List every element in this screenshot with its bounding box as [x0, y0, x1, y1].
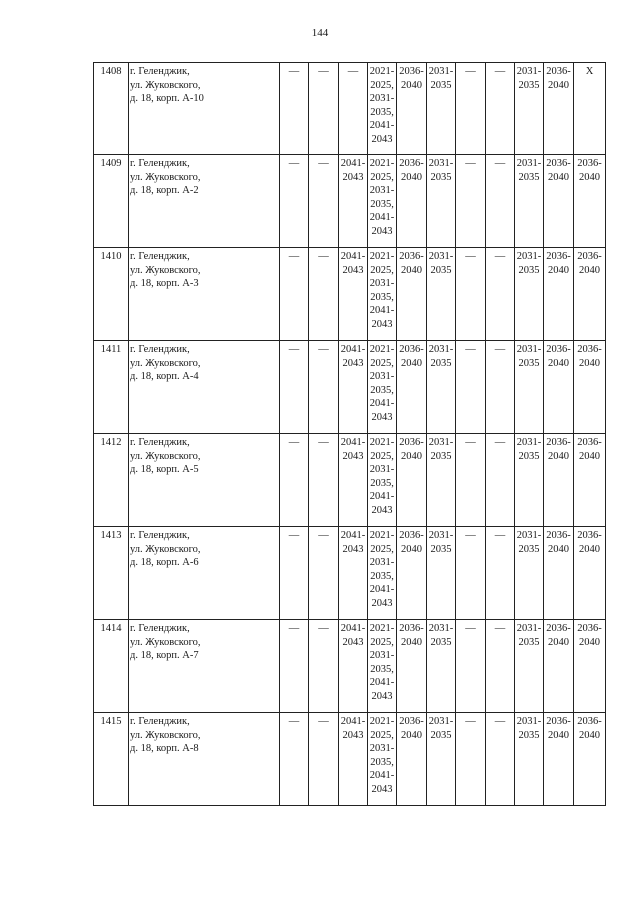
period-value: —: [465, 344, 476, 355]
period-value: 2041- 2043: [340, 251, 366, 276]
period-cell: [309, 620, 339, 713]
address-line: д. 18, корп. А-4: [130, 371, 199, 382]
period-cell: [486, 713, 515, 806]
period-cell: [339, 248, 368, 341]
period-value: —: [347, 66, 359, 77]
period-value: 2041- 2043: [340, 437, 366, 462]
address-line: ул. Жуковского,: [130, 636, 201, 648]
period-value: 2021- 2025, 2031- 2035, 2041- 2043: [369, 158, 395, 237]
period-cell: [339, 155, 368, 248]
period-value: —: [318, 437, 329, 448]
period-cell: [427, 341, 456, 434]
row-number-cell: 1415: [94, 713, 129, 806]
period-cell: [368, 63, 397, 155]
period-value: —: [288, 344, 300, 355]
period-value: 2031- 2035: [428, 66, 454, 91]
row-number-cell: 1414: [94, 620, 129, 713]
address-line: ул. Жуковского,: [130, 543, 201, 555]
period-cell: [574, 713, 606, 806]
period-value: 2036- 2040: [577, 623, 602, 648]
address-line: д. 18, корп. А-8: [130, 743, 199, 754]
period-value: —: [318, 158, 329, 169]
period-value: 2021- 2025, 2031- 2035, 2041- 2043: [369, 66, 395, 145]
address-line: г. Геленджик,: [130, 66, 190, 77]
row-number-cell: 1408: [94, 63, 129, 155]
address-line: г. Геленджик,: [130, 437, 190, 448]
period-cell: [574, 620, 606, 713]
period-cell: [339, 713, 368, 806]
period-cell: [397, 713, 427, 806]
period-cell: [544, 248, 574, 341]
period-value: 2021- 2025, 2031- 2035, 2041- 2043: [369, 530, 395, 609]
period-value: 2041- 2043: [340, 623, 366, 648]
period-value: 2036- 2040: [577, 530, 602, 555]
period-value: 2031- 2035: [516, 437, 542, 462]
period-value: —: [318, 251, 329, 262]
period-cell: [544, 155, 574, 248]
period-value: 2021- 2025, 2031- 2035, 2041- 2043: [369, 623, 395, 702]
period-value: 2036- 2040: [546, 66, 571, 91]
period-value: —: [318, 623, 329, 634]
period-cell: [280, 341, 309, 434]
period-cell: [309, 434, 339, 527]
period-cell: [427, 620, 456, 713]
period-value: —: [494, 158, 506, 169]
period-value: 2021- 2025, 2031- 2035, 2041- 2043: [369, 251, 395, 330]
row-number-cell: 1409: [94, 155, 129, 248]
period-cell: [544, 527, 574, 620]
period-cell: [515, 713, 544, 806]
period-cell: [486, 527, 515, 620]
period-value: 2031- 2035: [516, 623, 542, 648]
period-cell: [544, 434, 574, 527]
registry-table: [93, 62, 606, 806]
period-value: 2036- 2040: [399, 437, 424, 462]
period-value: —: [288, 437, 300, 448]
period-value: 2041- 2043: [340, 716, 366, 741]
table-row: [94, 434, 606, 527]
address-cell: [129, 527, 280, 620]
period-cell: [515, 248, 544, 341]
period-cell: [544, 341, 574, 434]
address-cell: [129, 620, 280, 713]
period-cell: [456, 155, 486, 248]
address-line: ул. Жуковского,: [130, 729, 201, 741]
address-line: ул. Жуковского,: [130, 357, 201, 369]
period-value: —: [465, 158, 476, 169]
period-cell: [280, 620, 309, 713]
period-cell: [427, 63, 456, 155]
period-value: 2041- 2043: [340, 344, 366, 369]
period-value: —: [494, 66, 506, 77]
period-value: 2031- 2035: [428, 251, 454, 276]
period-value: 2031- 2035: [516, 530, 542, 555]
period-value: —: [465, 66, 476, 77]
address-cell: [129, 248, 280, 341]
period-value: 2041- 2043: [340, 158, 366, 183]
period-cell: [456, 341, 486, 434]
period-value: —: [318, 716, 329, 727]
address-line: д. 18, корп. А-2: [130, 185, 199, 196]
period-value: 2036- 2040: [399, 530, 424, 555]
address-line: д. 18, корп. А-3: [130, 278, 199, 289]
period-cell: [486, 63, 515, 155]
period-value: —: [288, 623, 300, 634]
period-cell: [339, 620, 368, 713]
period-cell: [427, 713, 456, 806]
period-value: —: [494, 530, 506, 541]
period-value: 2036- 2040: [546, 530, 571, 555]
period-cell: [544, 620, 574, 713]
period-cell: [397, 248, 427, 341]
address-line: ул. Жуковского,: [130, 264, 201, 276]
address-line: д. 18, корп. А-6: [130, 557, 199, 568]
row-number-cell: 1411: [94, 341, 129, 434]
period-cell: [486, 341, 515, 434]
period-cell: [397, 434, 427, 527]
period-cell: [309, 713, 339, 806]
period-cell: [427, 527, 456, 620]
period-cell: [486, 248, 515, 341]
period-value: —: [288, 716, 300, 727]
address-line: ул. Жуковского,: [130, 450, 201, 462]
period-value: 2036- 2040: [577, 437, 602, 462]
period-value: 2031- 2035: [428, 623, 454, 648]
period-cell: [280, 527, 309, 620]
period-value: 2031- 2035: [428, 437, 454, 462]
period-value: 2036- 2040: [577, 344, 602, 369]
period-cell: [309, 341, 339, 434]
period-cell: [456, 527, 486, 620]
period-cell: [309, 527, 339, 620]
period-value: —: [494, 251, 506, 262]
period-cell: [280, 713, 309, 806]
period-value: 2036- 2040: [546, 623, 571, 648]
period-cell: [456, 713, 486, 806]
period-value: —: [465, 716, 476, 727]
address-line: д. 18, корп. А-10: [130, 93, 204, 104]
address-line: г. Геленджик,: [130, 344, 190, 355]
address-line: д. 18, корп. А-7: [130, 650, 199, 661]
period-cell: [339, 434, 368, 527]
period-value: 2031- 2035: [516, 716, 542, 741]
period-value: 2036- 2040: [577, 251, 602, 276]
table-row: [94, 63, 606, 155]
period-value: —: [288, 530, 300, 541]
period-cell: [515, 527, 544, 620]
period-value: —: [494, 437, 506, 448]
row-number-cell: 1413: [94, 527, 129, 620]
period-cell: [486, 620, 515, 713]
period-value: —: [318, 530, 329, 541]
address-cell: [129, 155, 280, 248]
period-cell: [368, 527, 397, 620]
period-value: —: [465, 530, 476, 541]
period-value: 2036- 2040: [577, 158, 602, 183]
period-value: 2031- 2035: [516, 251, 542, 276]
row-number-cell: 1412: [94, 434, 129, 527]
page-number: 144: [311, 27, 329, 39]
period-cell: [427, 155, 456, 248]
period-cell: [397, 620, 427, 713]
period-cell: [515, 620, 544, 713]
period-cell: [574, 341, 606, 434]
period-value: 2031- 2035: [428, 158, 454, 183]
period-value: —: [465, 251, 476, 262]
period-cell: [456, 434, 486, 527]
period-cell: [309, 155, 339, 248]
period-cell: [368, 434, 397, 527]
period-cell: [280, 248, 309, 341]
period-cell: [515, 63, 544, 155]
address-line: ул. Жуковского,: [130, 171, 201, 183]
address-line: г. Геленджик,: [130, 623, 190, 634]
period-value: 2036- 2040: [399, 158, 424, 183]
table-row: [94, 527, 606, 620]
table-row: [94, 248, 606, 341]
period-cell: [397, 63, 427, 155]
period-value: 2036- 2040: [546, 716, 571, 741]
address-cell: [129, 63, 280, 155]
period-cell: [456, 248, 486, 341]
period-value: 2021- 2025, 2031- 2035, 2041- 2043: [369, 716, 395, 795]
table-row: [94, 341, 606, 434]
period-value: 2036- 2040: [399, 716, 424, 741]
period-cell: [456, 620, 486, 713]
period-value: 2036- 2040: [399, 66, 424, 91]
address-line: ул. Жуковского,: [130, 79, 201, 91]
period-cell: [309, 248, 339, 341]
period-cell: [280, 434, 309, 527]
period-cell: [427, 248, 456, 341]
period-cell: [574, 155, 606, 248]
period-value: —: [288, 66, 300, 77]
address-line: г. Геленджик,: [130, 251, 190, 262]
period-value: Х: [585, 66, 594, 77]
period-value: 2021- 2025, 2031- 2035, 2041- 2043: [369, 344, 395, 423]
period-cell: [339, 63, 368, 155]
address-line: д. 18, корп. А-5: [130, 464, 199, 475]
table-row: [94, 155, 606, 248]
period-cell: [544, 63, 574, 155]
address-line: г. Геленджик,: [130, 158, 190, 169]
period-value: 2031- 2035: [428, 530, 454, 555]
period-cell: [574, 527, 606, 620]
address-cell: [129, 341, 280, 434]
period-value: 2041- 2043: [340, 530, 366, 555]
period-cell: [368, 713, 397, 806]
table-row: [94, 620, 606, 713]
period-value: 2031- 2035: [516, 344, 542, 369]
period-value: —: [494, 623, 506, 634]
period-cell: [339, 341, 368, 434]
period-cell: [486, 434, 515, 527]
period-cell: [368, 155, 397, 248]
table-row: [94, 713, 606, 806]
period-value: —: [494, 716, 506, 727]
address-cell: [129, 713, 280, 806]
registry-body: [94, 63, 606, 806]
period-value: 2031- 2035: [428, 344, 454, 369]
period-cell: [339, 527, 368, 620]
period-cell: [368, 620, 397, 713]
period-cell: [486, 155, 515, 248]
period-cell: [544, 713, 574, 806]
period-cell: [368, 341, 397, 434]
period-value: 2036- 2040: [399, 623, 424, 648]
period-cell: [515, 341, 544, 434]
period-value: —: [288, 251, 300, 262]
period-value: —: [318, 66, 329, 77]
row-number-cell: 1410: [94, 248, 129, 341]
period-value: 2036- 2040: [577, 716, 602, 741]
period-value: —: [318, 344, 329, 355]
period-cell: [515, 155, 544, 248]
period-cell: [280, 155, 309, 248]
period-value: 2036- 2040: [546, 437, 571, 462]
address-cell: [129, 434, 280, 527]
period-cell: [309, 63, 339, 155]
period-value: —: [465, 623, 476, 634]
period-value: 2031- 2035: [516, 158, 542, 183]
period-cell: [427, 434, 456, 527]
period-cell: [456, 63, 486, 155]
period-cell: [280, 63, 309, 155]
period-value: 2036- 2040: [546, 344, 571, 369]
period-cell: [368, 248, 397, 341]
address-line: г. Геленджик,: [130, 716, 190, 727]
period-cell: [515, 434, 544, 527]
period-value: —: [465, 437, 476, 448]
period-cell: [574, 63, 606, 155]
period-value: —: [494, 344, 506, 355]
period-value: 2036- 2040: [399, 344, 424, 369]
period-value: 2036- 2040: [399, 251, 424, 276]
period-cell: [397, 341, 427, 434]
period-cell: [574, 434, 606, 527]
period-cell: [397, 155, 427, 248]
period-value: 2036- 2040: [546, 251, 571, 276]
period-value: 2021- 2025, 2031- 2035, 2041- 2043: [369, 437, 395, 516]
period-cell: [397, 527, 427, 620]
address-line: г. Геленджик,: [130, 530, 190, 541]
period-value: 2031- 2035: [516, 66, 542, 91]
period-cell: [574, 248, 606, 341]
period-value: —: [288, 158, 300, 169]
period-value: 2031- 2035: [428, 716, 454, 741]
period-value: 2036- 2040: [546, 158, 571, 183]
